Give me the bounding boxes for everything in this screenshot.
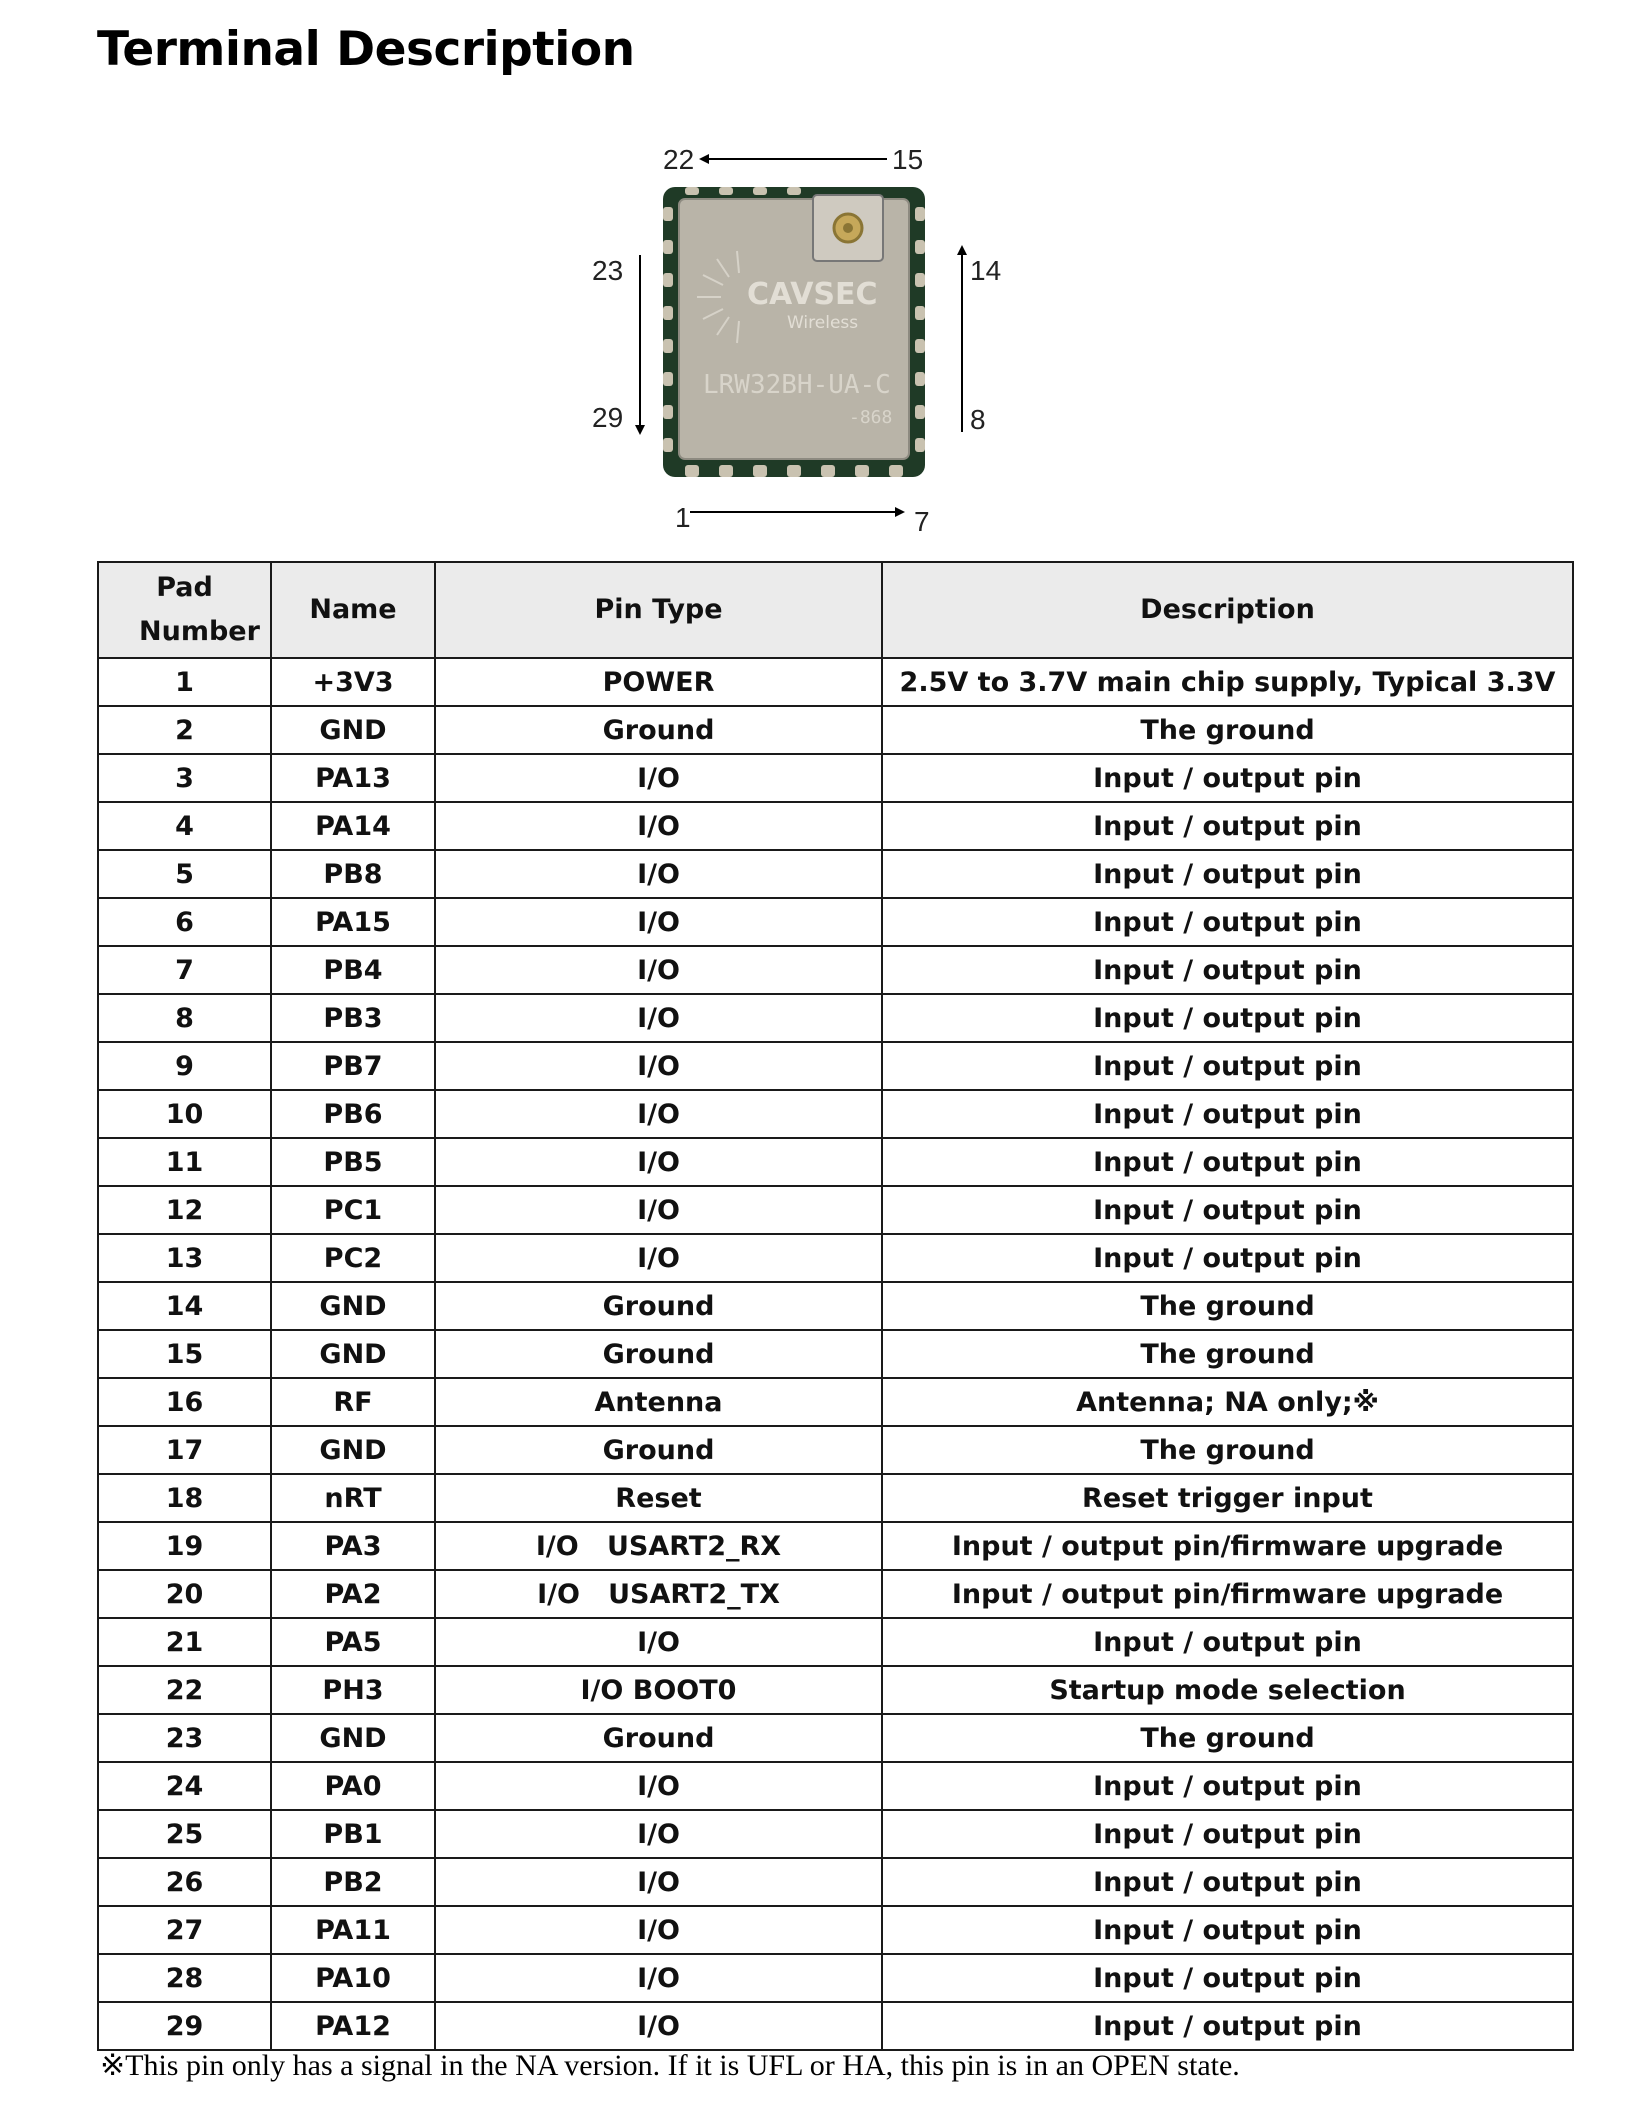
castellation-pad	[915, 438, 925, 452]
table-row	[98, 1762, 1573, 1810]
pin-name-cell: PB6	[271, 1090, 435, 1138]
description-cell: Input / output pin	[882, 1090, 1573, 1138]
pin-name-cell: GND	[271, 1714, 435, 1762]
castellation-pad	[663, 438, 673, 452]
pin-name-cell: PA15	[271, 898, 435, 946]
pad-number-cell: 20	[98, 1570, 271, 1618]
pad-number-cell: 12	[98, 1186, 271, 1234]
pin-name-cell: PB1	[271, 1810, 435, 1858]
pin-type-cell: I/O	[435, 850, 882, 898]
pin-label-23: 23	[592, 255, 624, 286]
pin-name-cell: RF	[271, 1378, 435, 1426]
module-model: LRW32BH-UA-C	[703, 370, 891, 400]
pin-type-cell: POWER	[435, 658, 882, 706]
pad-number-cell: 18	[98, 1474, 271, 1522]
description-cell: The ground	[882, 1714, 1573, 1762]
castellation-pad	[753, 187, 767, 195]
pin-type-cell: I/O	[435, 898, 882, 946]
pad-number-cell: 15	[98, 1330, 271, 1378]
header-name: Name	[271, 562, 435, 658]
module-image	[663, 187, 925, 477]
castellation-pad	[663, 207, 673, 221]
pin-label-1: 1	[675, 502, 691, 533]
pin-name-cell: PB7	[271, 1042, 435, 1090]
pin-label-22: 22	[663, 144, 695, 175]
description-cell: Input / output pin	[882, 850, 1573, 898]
castellation-pad	[663, 372, 673, 386]
table-row	[98, 1522, 1573, 1570]
castellation-pad	[663, 240, 673, 254]
pin-type-cell: Reset	[435, 1474, 882, 1522]
castellation-pad	[663, 306, 673, 320]
description-cell: Input / output pin	[882, 2002, 1573, 2050]
castellation-pad	[787, 465, 801, 477]
pin-type-cell: I/O	[435, 1762, 882, 1810]
pad-number-cell: 2	[98, 706, 271, 754]
pad-number-cell: 23	[98, 1714, 271, 1762]
pad-number-cell: 14	[98, 1282, 271, 1330]
pin-type-cell: I/O	[435, 994, 882, 1042]
pin-type-cell: I/O USART2_TX	[435, 1570, 882, 1618]
table-row	[98, 946, 1573, 994]
table-row	[98, 1138, 1573, 1186]
pin-type-cell: I/O	[435, 2002, 882, 2050]
castellation-pad	[915, 207, 925, 221]
page-title: Terminal Description	[97, 22, 635, 77]
castellation-pad	[915, 339, 925, 353]
table-row	[98, 1570, 1573, 1618]
table-header-row	[98, 562, 1573, 658]
castellation-pad	[915, 306, 925, 320]
pad-number-cell: 3	[98, 754, 271, 802]
description-cell: Input / output pin	[882, 898, 1573, 946]
pin-name-cell: PA14	[271, 802, 435, 850]
pin-name-cell: PC2	[271, 1234, 435, 1282]
castellation-pad	[915, 372, 925, 386]
pin-label-29: 29	[592, 402, 624, 433]
pin-name-cell: PC1	[271, 1186, 435, 1234]
pad-number-cell: 11	[98, 1138, 271, 1186]
pin-label-14: 14	[970, 255, 1002, 286]
castellation-pad	[753, 465, 767, 477]
description-cell: The ground	[882, 1426, 1573, 1474]
description-cell: The ground	[882, 1330, 1573, 1378]
pin-name-cell: GND	[271, 1426, 435, 1474]
table-row	[98, 1474, 1573, 1522]
castellation-pad	[663, 273, 673, 287]
pin-name-cell: GND	[271, 1282, 435, 1330]
castellation-pad	[889, 465, 903, 477]
pin-type-cell: I/O	[435, 1138, 882, 1186]
description-cell: Input / output pin	[882, 1234, 1573, 1282]
pad-number-cell: 27	[98, 1906, 271, 1954]
castellation-pad	[915, 273, 925, 287]
table-row	[98, 1090, 1573, 1138]
description-cell: Input / output pin/firmware upgrade	[882, 1522, 1573, 1570]
table-row	[98, 994, 1573, 1042]
castellation-pad	[855, 465, 869, 477]
pin-name-cell: PB8	[271, 850, 435, 898]
description-cell: The ground	[882, 1282, 1573, 1330]
pin-type-cell: Ground	[435, 706, 882, 754]
pin-type-cell: I/O	[435, 1186, 882, 1234]
description-cell: Input / output pin/firmware upgrade	[882, 1570, 1573, 1618]
pin-type-cell: Ground	[435, 1714, 882, 1762]
pad-number-cell: 7	[98, 946, 271, 994]
pin-name-cell: PA13	[271, 754, 435, 802]
pin-type-cell: I/O	[435, 1810, 882, 1858]
header-description: Description	[882, 562, 1573, 658]
table-row	[98, 1186, 1573, 1234]
description-cell: Input / output pin	[882, 754, 1573, 802]
pad-number-cell: 10	[98, 1090, 271, 1138]
table-row	[98, 1810, 1573, 1858]
pin-name-cell: PA3	[271, 1522, 435, 1570]
pin-name-cell: PA5	[271, 1618, 435, 1666]
description-cell: Input / output pin	[882, 994, 1573, 1042]
description-cell: Input / output pin	[882, 1810, 1573, 1858]
table-row	[98, 1906, 1573, 1954]
description-cell: Input / output pin	[882, 1762, 1573, 1810]
header-pin-type: Pin Type	[435, 562, 882, 658]
pad-number-cell: 8	[98, 994, 271, 1042]
pin-name-cell: PB3	[271, 994, 435, 1042]
table-row	[98, 2002, 1573, 2050]
pin-type-cell: I/O	[435, 1906, 882, 1954]
pin-type-cell: I/O BOOT0	[435, 1666, 882, 1714]
module-variant: -868	[849, 407, 893, 428]
pin-type-cell: Ground	[435, 1330, 882, 1378]
castellation-pad	[719, 187, 733, 195]
pin-type-cell: I/O	[435, 1858, 882, 1906]
pad-number-cell: 19	[98, 1522, 271, 1570]
pin-type-cell: I/O	[435, 802, 882, 850]
castellation-pad	[787, 187, 801, 195]
pin-name-cell: GND	[271, 1330, 435, 1378]
pad-number-cell: 9	[98, 1042, 271, 1090]
pin-label-7: 7	[914, 506, 930, 537]
description-cell: Input / output pin	[882, 946, 1573, 994]
pad-number-cell: 21	[98, 1618, 271, 1666]
description-cell: Input / output pin	[882, 1186, 1573, 1234]
description-cell: Input / output pin	[882, 1954, 1573, 2002]
pin-name-cell: PA12	[271, 2002, 435, 2050]
pin-type-cell: I/O	[435, 1090, 882, 1138]
table-row	[98, 1282, 1573, 1330]
table-row	[98, 1234, 1573, 1282]
table-row	[98, 1426, 1573, 1474]
header-pad-number: Pad Number	[98, 562, 271, 658]
pin-name-cell: GND	[271, 706, 435, 754]
terminal-table	[97, 561, 1574, 2051]
pad-number-cell: 22	[98, 1666, 271, 1714]
pad-number-cell: 6	[98, 898, 271, 946]
description-cell: Input / output pin	[882, 1618, 1573, 1666]
description-cell: The ground	[882, 706, 1573, 754]
pin-type-cell: I/O	[435, 1954, 882, 2002]
table-row	[98, 1714, 1573, 1762]
pin-type-cell: Ground	[435, 1282, 882, 1330]
pin-name-cell: PB4	[271, 946, 435, 994]
pad-number-cell: 16	[98, 1378, 271, 1426]
castellation-pad	[719, 465, 733, 477]
description-cell: Input / output pin	[882, 1858, 1573, 1906]
pin-type-cell: I/O USART2_RX	[435, 1522, 882, 1570]
castellation-pad	[915, 405, 925, 419]
description-cell: Input / output pin	[882, 1042, 1573, 1090]
pin-type-cell: I/O	[435, 1618, 882, 1666]
pin-type-cell: I/O	[435, 946, 882, 994]
table-row	[98, 1666, 1573, 1714]
pad-number-cell: 24	[98, 1762, 271, 1810]
castellation-pad	[663, 405, 673, 419]
pin-name-cell: PB2	[271, 1858, 435, 1906]
castellation-pad	[663, 339, 673, 353]
footnote: ※This pin only has a signal in the NA version. If it is UFL or HA, this pin is in an OPEN state.	[100, 2049, 1240, 2082]
description-cell: Antenna; NA only;※	[882, 1378, 1573, 1426]
table-row	[98, 1042, 1573, 1090]
table-row	[98, 850, 1573, 898]
table-row	[98, 802, 1573, 850]
castellation-pad	[821, 465, 835, 477]
pad-number-cell: 1	[98, 658, 271, 706]
pad-number-cell: 4	[98, 802, 271, 850]
pin-name-cell: PH3	[271, 1666, 435, 1714]
pin-type-cell: I/O	[435, 1234, 882, 1282]
pad-number-cell: 29	[98, 2002, 271, 2050]
pin-name-cell: nRT	[271, 1474, 435, 1522]
module-brand: CAVSEC	[747, 277, 878, 312]
pin-type-cell: Antenna	[435, 1378, 882, 1426]
pin-name-cell: PA10	[271, 1954, 435, 2002]
pad-number-cell: 28	[98, 1954, 271, 2002]
description-cell: Input / output pin	[882, 1138, 1573, 1186]
description-cell: 2.5V to 3.7V main chip supply, Typical 3.3V	[882, 658, 1573, 706]
pin-label-15: 15	[892, 144, 924, 175]
castellation-pad	[685, 187, 699, 195]
pin-type-cell: Ground	[435, 1426, 882, 1474]
pin-label-8: 8	[970, 404, 986, 435]
pin-type-cell: I/O	[435, 1042, 882, 1090]
pad-number-cell: 5	[98, 850, 271, 898]
description-cell: Input / output pin	[882, 802, 1573, 850]
pin-name-cell: +3V3	[271, 658, 435, 706]
table-row	[98, 1618, 1573, 1666]
pad-number-cell: 13	[98, 1234, 271, 1282]
pad-number-cell: 26	[98, 1858, 271, 1906]
table-row	[98, 1954, 1573, 2002]
pad-number-cell: 17	[98, 1426, 271, 1474]
pin-name-cell: PA11	[271, 1906, 435, 1954]
description-cell: Reset trigger input	[882, 1474, 1573, 1522]
castellation-pad	[685, 465, 699, 477]
table-row	[98, 754, 1573, 802]
module-sub-brand: Wireless	[787, 313, 859, 333]
castellation-pad	[915, 240, 925, 254]
table-row	[98, 706, 1573, 754]
pin-name-cell: PA2	[271, 1570, 435, 1618]
pin-name-cell: PB5	[271, 1138, 435, 1186]
description-cell: Input / output pin	[882, 1906, 1573, 1954]
table-row	[98, 1330, 1573, 1378]
table-row	[98, 658, 1573, 706]
table-row	[98, 1378, 1573, 1426]
module-pinout-diagram	[560, 140, 1030, 550]
pad-number-cell: 25	[98, 1810, 271, 1858]
description-cell: Startup mode selection	[882, 1666, 1573, 1714]
table-row	[98, 898, 1573, 946]
table-row	[98, 1858, 1573, 1906]
pin-name-cell: PA0	[271, 1762, 435, 1810]
pin-type-cell: I/O	[435, 754, 882, 802]
